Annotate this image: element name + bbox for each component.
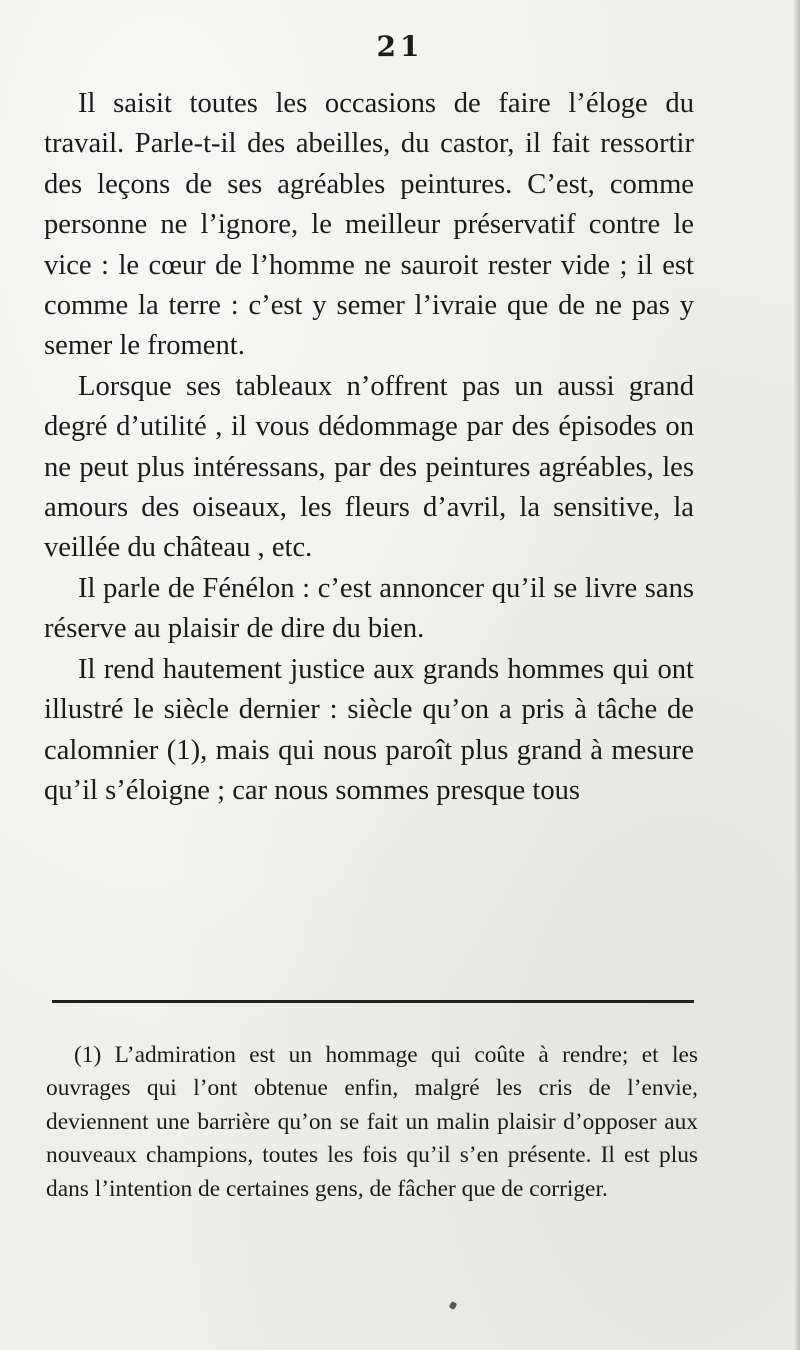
footnote-text: (1) L’admiration est un hommage qui coûte à rendre; et les ouvrages qui l’ont obtenue enfin, malgré les cris de l’envie, deviennent une barrière qu’on se fait un malin plaisir d’opposer aux nouveaux champions, toutes les fois qu’il s’en présente. Il est plus dans l’intention de certaines gens, de fâcher que de corriger. [46, 1042, 698, 1202]
paragraph-1: Il saisit toutes les occasions de faire l’éloge du travail. Parle-t-il des abeilles, du castor, il fait ressortir des leçons de ses agréables peintures. C’est, comme personne ne l’ignore, le meilleur préservatif contre le vice : le cœur de l’homme ne sauroit rester vide ; il est comme la terre : c’est y semer l’ivraie que de ne pas y semer le froment. [44, 88, 694, 362]
ink-speck [449, 1301, 458, 1310]
paragraph-3: Il parle de Fénélon : c’est annoncer qu’il se livre sans réserve au plaisir de dire du bien. [44, 572, 694, 645]
footnote-block [46, 1039, 698, 1206]
paragraph-4: Il rend hautement justice aux grands hommes qui ont illustré le siècle dernier : siècle qu’on a pris à tâche de calomnier (1), mais qui nous paroît plus grand à mesure qu’il s’éloigne ; car nous sommes presque tous [44, 653, 694, 806]
page-edge-shadow [794, 0, 800, 1350]
page-number: 21 [376, 30, 424, 63]
paragraph-2: Lorsque ses tableaux n’offrent pas un aussi grand degré d’utilité , il vous dédommage par des épisodes on ne peut plus intéressans, par des peintures agréables, les amours des oiseaux, les fleurs d’avril, la sensitive, la veillée du château , etc. [44, 370, 694, 564]
footnote-divider [52, 1000, 694, 1003]
main-text-block [44, 84, 694, 811]
